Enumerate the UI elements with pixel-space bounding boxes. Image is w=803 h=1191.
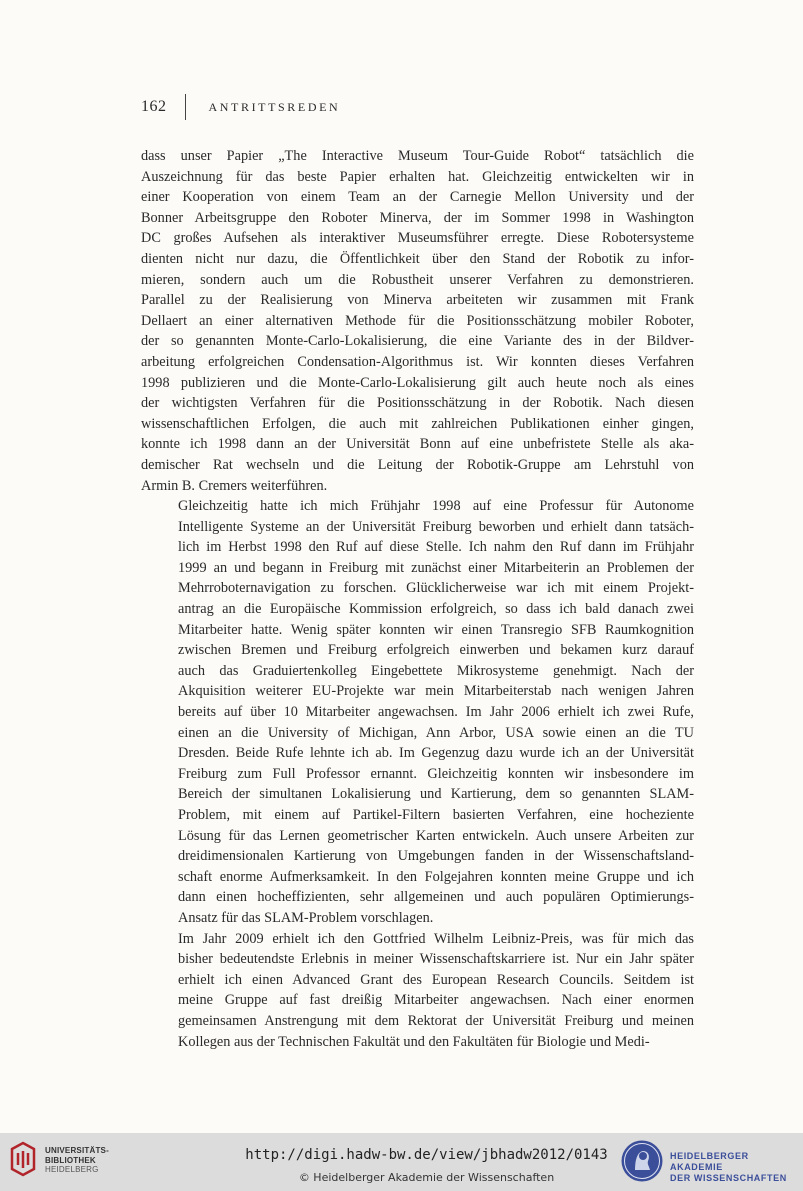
text-line: Dresden. Beide Rufe lehnte ich ab. Im Gegenzug dazu wurde ich an der Universität <box>178 745 694 762</box>
text-line: Problem, mit einem auf Partikel-Filtern basierten Verfahren, eine hocheziente <box>178 807 694 823</box>
permalink-text[interactable]: http://digi.hadw-bw.de/view/jbhadw2012/0143 <box>245 1147 608 1163</box>
text-line: lich im Herbst 1998 den Ruf auf diese Stelle. Ich nahm den Ruf dann im Frühjahr <box>178 539 694 556</box>
text-line: der wichtigsten Verfahren für die Positionsschätzung in der Robotik. Nach diesen <box>141 395 694 412</box>
text-line: antrag an die Europäische Kommission erfolgreich, so dass ich bald danach zwei <box>178 601 694 618</box>
text-line: Akquisition weiterer EU-Projekte war mein Mitarbeiterstab nach wenigen Jahren <box>178 683 694 700</box>
library-name-line: UNIVERSITÄTS- <box>45 1146 109 1155</box>
text-line: dienten nicht nur dazu, die Öffentlichkeit über den Stand der Robotik zu infor- <box>141 250 694 267</box>
text-line: mieren, sondern auch um die Robustheit unserer Verfahren zu demonstrieren. <box>141 271 694 288</box>
text-line: Armin B. Cremers weiterführen. <box>141 477 328 494</box>
text-line: 1998 publizieren und die Monte-Carlo-Lokalisierung gilt auch heute noch als eines <box>141 374 694 391</box>
paragraph <box>141 146 694 496</box>
academy-name-line: DER WISSENSCHAFTEN <box>670 1173 787 1183</box>
text-line: Bonner Arbeitsgruppe den Roboter Minerva, der im Sommer 1998 in Washington <box>141 209 694 226</box>
text-line: wissenschaftlichen Erfolgen, die auch mit zahlreichen Publikationen einher gingen, <box>141 415 694 432</box>
section-title: ANTRITTSREDEN <box>208 99 341 114</box>
text-line: 1999 an und begann in Freiburg mit zunächst einer Mitarbeiterin an Problemen der <box>178 559 694 576</box>
header-divider <box>185 94 186 120</box>
text-line: zwischen Bremen und Freiburg erfolgreich einwerben und bekamen kurz darauf <box>178 642 694 659</box>
copyright-text: © Heidelberger Akademie der Wissenschaften <box>298 1171 555 1184</box>
text-line: Dellaert an einer alternativen Methode für die Positionsschätzung mobiler Roboter, <box>141 312 694 329</box>
text-line: bisher bedeutendste Erlebnis in meiner Wissenschaftskarriere ist. Nur ein Jahr später <box>178 951 694 968</box>
text-line: DC großes Aufsehen als interaktiver Museumsführer erregte. Diese Robotersysteme <box>141 230 694 247</box>
library-name-line: BIBLIOTHEK <box>45 1155 96 1165</box>
text-line: schaft enorme Aufmerksamkeit. In den Folgejahren konnten meine Gruppe und ich <box>178 868 694 885</box>
text-line: gemeinsamen Anstrengung mit dem Rektorat der Universität Freiburg und meinen <box>178 1012 694 1029</box>
text-line: Lösung für das Lernen geometrischer Karten entwickeln. Auch unsere Arbeiten zur <box>178 827 694 844</box>
text-line: Intelligente Systeme an der Universität Freiburg beworben und erhielt dann tatsäch- <box>178 518 694 535</box>
text-line: dreidimensionalen Kartierung von Umgebungen fanden in der Wissenschaftsland- <box>178 848 694 865</box>
text-line: auch das Graduiertenkolleg Eingebettete Mikrosysteme genehmigt. Nach der <box>178 662 694 679</box>
text-line: bereits auf über 10 Mitarbeiter angewachsen. Im Jahr 2006 erhielt ich zwei Rufe, <box>178 704 694 721</box>
text-line: Im Jahr 2009 erhielt ich den Gottfried Wilhelm Leibniz-Preis, was für mich das <box>178 930 694 947</box>
academy-seal-icon <box>620 1139 664 1183</box>
text-line: arbeitung erfolgreichen Condensation-Algorithmus ist. Wir konnten dieses Verfahren <box>141 353 694 370</box>
text-line: Mitarbeiter hatte. Wenig später konnten wir einen Transregio SFB Raumkognition <box>178 621 694 638</box>
running-header <box>141 94 340 120</box>
text-line: einer Kooperation von einem Team an der Carnegie Mellon University und der <box>141 189 694 206</box>
paragraph <box>141 496 694 928</box>
text-line: Freiburg zum Full Professor ernannt. Gleichzeitig konnten wir insbesondere im <box>178 765 694 782</box>
text-line: Mehrroboternavigation zu forschen. Glücklicherweise war ich mit einem Projekt- <box>178 580 694 597</box>
text-line: Auszeichnung für das beste Papier erhalten hat. Gleichzeitig entwickelten wir in <box>141 168 694 185</box>
library-name-line: HEIDELBERG <box>45 1165 99 1174</box>
text-line: einen an die University of Michigan, Ann Arbor, USA sowie einen an die TU <box>178 724 694 741</box>
paragraph <box>141 929 694 1053</box>
text-line: Gleichzeitig hatte ich mich Frühjahr 1998 auf eine Professur für Autonome <box>178 498 694 515</box>
text-line: dass unser Papier „The Interactive Museum Tour-Guide Robot“ tatsächlich die <box>141 148 694 164</box>
page-number: 162 <box>141 98 167 115</box>
body-text <box>141 146 694 1052</box>
academy-name-line: HEIDELBERGER AKADEMIE <box>670 1151 749 1172</box>
text-line: Bereich der simultanen Lokalisierung und Kartierung, dem so genannten SLAM- <box>178 786 694 803</box>
text-line: demischer Rat wechseln und die Leitung der Robotik-Gruppe am Lehrstuhl von <box>141 456 694 473</box>
text-line: konnte ich 1998 dann an der Universität Bonn auf eine unbefristete Stelle als aka- <box>141 436 694 453</box>
text-line: meine Gruppe auf fast dreißig Mitarbeiter angewachsen. Nach einer enormen <box>178 992 694 1009</box>
text-line: erhielt ich einen Advanced Grant des European Research Councils. Seitdem ist <box>178 971 694 988</box>
academy-name <box>670 1151 803 1184</box>
text-line: Kollegen aus der Technischen Fakultät und den Fakultäten für Biologie und Medi- <box>178 1033 650 1050</box>
text-line: dann einen hocheffizienten, sehr allgemeinen und auch populären Optimierungs- <box>178 889 694 906</box>
text-line: Parallel zu der Realisierung von Minerva arbeiteten wir zusammen mit Frank <box>141 292 694 309</box>
text-line: Ansatz für das SLAM-Problem vorschlagen. <box>178 909 434 926</box>
text-line: der so genannten Monte-Carlo-Lokalisierung, die eine Variante des in der Bildver- <box>141 333 694 350</box>
